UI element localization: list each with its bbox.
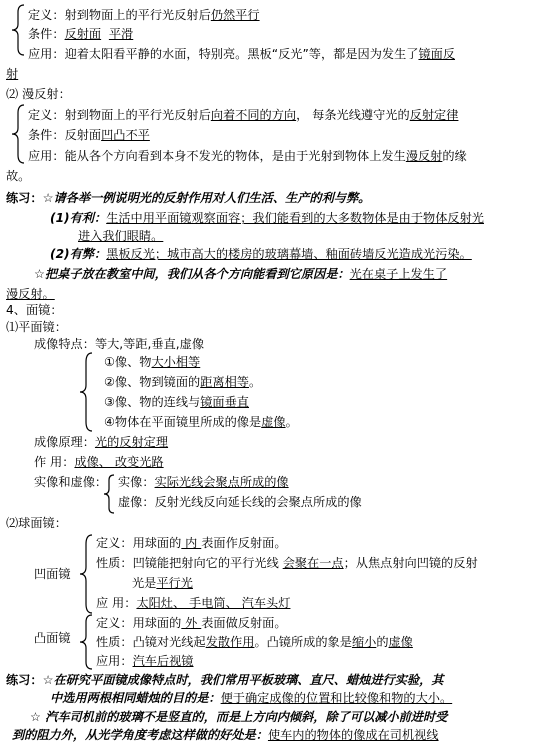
brace-diffuse: [10, 104, 26, 164]
exercise1-question: 练习：☆请各举一例说明光的反射作用对人们生活、生产的利与弊。: [6, 191, 371, 205]
exercise2-question1-cont: 中选用两根相同蜡烛的目的是：便于确定成像的位置和比较像和物的大小。: [50, 691, 453, 705]
plane-use: 作 用：成像、 改变光路: [34, 455, 164, 469]
brace-convex: [78, 614, 94, 670]
concave-label: 凹面镜: [34, 567, 71, 581]
specular-application-cont: 射: [6, 67, 19, 81]
diffuse-heading: ⑵ 漫反射：: [6, 87, 71, 101]
concave-property: 性质：凹镜能把射向它的平行光线 会聚在一点；从焦点射向凹镜的反射: [96, 556, 478, 570]
exercise1-answer2-cont: 漫反射。: [6, 287, 55, 301]
exercise1-con: (2)有弊：黑板反光；城市高大的楼房的玻璃幕墙、釉面砖墙反光造成光污染。: [50, 247, 472, 261]
real-image: 实像：实际光线会聚点所成的像: [118, 475, 289, 489]
concave-property-cont: 光是平行光: [132, 576, 193, 590]
exercise1-pro: (1)有利：生活中用平面镜观察面容；我们能看到的大多数物体是由于物体反射光: [50, 211, 484, 225]
convex-application: 应用：汽车后视镜: [96, 654, 194, 668]
exercise2-question1: 练习：☆在研究平面镜成像特点时，我们常用平板玻璃、直尺、蜡烛进行实验，其: [6, 673, 444, 687]
convex-property: 性质：凸镜对光线起发散作用。凸镜所成的象是缩小的虚像: [96, 635, 413, 649]
plane-features: 成像特点：等大,等距,垂直,虚像: [34, 337, 205, 351]
plane-mirror-heading: ⑴平面镜：: [6, 320, 67, 334]
diffuse-application-cont: 故。: [6, 169, 31, 183]
concave-application: 应 用：太阳灶、 手电筒、 汽车头灯: [96, 596, 291, 610]
real-virtual-label: 实像和虚像：: [34, 475, 108, 489]
spherical-heading: ⑵球面镜：: [6, 516, 67, 530]
virtual-image: 虚像：反射光线反向延长线的会聚点所成的像: [118, 495, 362, 509]
exercise2-question2-cont: 到的阻力外，从光学角度考虑这样做的好处是：使车内的物体的像成在司机视线: [12, 728, 439, 742]
diffuse-condition: 条件：反射面凹凸不平: [28, 128, 150, 142]
exercise1-pro-cont: 进入我们眼睛。: [78, 229, 164, 243]
diffuse-definition: 定义：射到物面上的平行光反射后向着不同的方向， 每条光线遵守光的反射定律: [28, 108, 459, 122]
specular-condition: 条件：反射面 平滑: [28, 27, 134, 41]
convex-definition: 定义：用球面的 外 表面做反射面。: [96, 616, 287, 630]
plane-feature-2: ②像、物到镜面的距离相等。: [104, 375, 262, 389]
exercise1-question2: ☆把桌子放在教室中间，我们从各个方向能看到它原因是：光在桌子上发生了: [34, 267, 448, 281]
plane-feature-3: ③像、物的连线与镜面垂直: [104, 395, 249, 409]
mirrors-heading: 4、面镜：: [6, 303, 63, 317]
brace-features: [78, 352, 94, 432]
specular-definition: 定义：射到物面上的平行光反射后仍然平行: [28, 8, 260, 22]
plane-feature-1: ①像、物大小相等: [104, 355, 201, 369]
brace-specular: [10, 4, 26, 56]
plane-principle: 成像原理：光的反射定理: [34, 435, 169, 449]
diffuse-application: 应用：能从各个方向看到本身不发光的物体，是由于光射到物体上发生漫反射的缘: [28, 149, 467, 163]
convex-label: 凸面镜: [34, 631, 71, 645]
exercise2-question2: ☆ 汽车司机前的玻璃不是竖直的，而是上方向内倾斜，除了可以减小前进时受: [30, 710, 448, 724]
plane-feature-4: ④物体在平面镜里所成的像是虚像。: [104, 415, 298, 429]
brace-concave: [78, 534, 94, 614]
concave-definition: 定义：用球面的 内 表面作反射面。: [96, 536, 287, 550]
specular-application: 应用：迎着太阳看平静的水面，特别亮。黑板“反光”等，都是因为发生了镜面反: [28, 47, 456, 61]
